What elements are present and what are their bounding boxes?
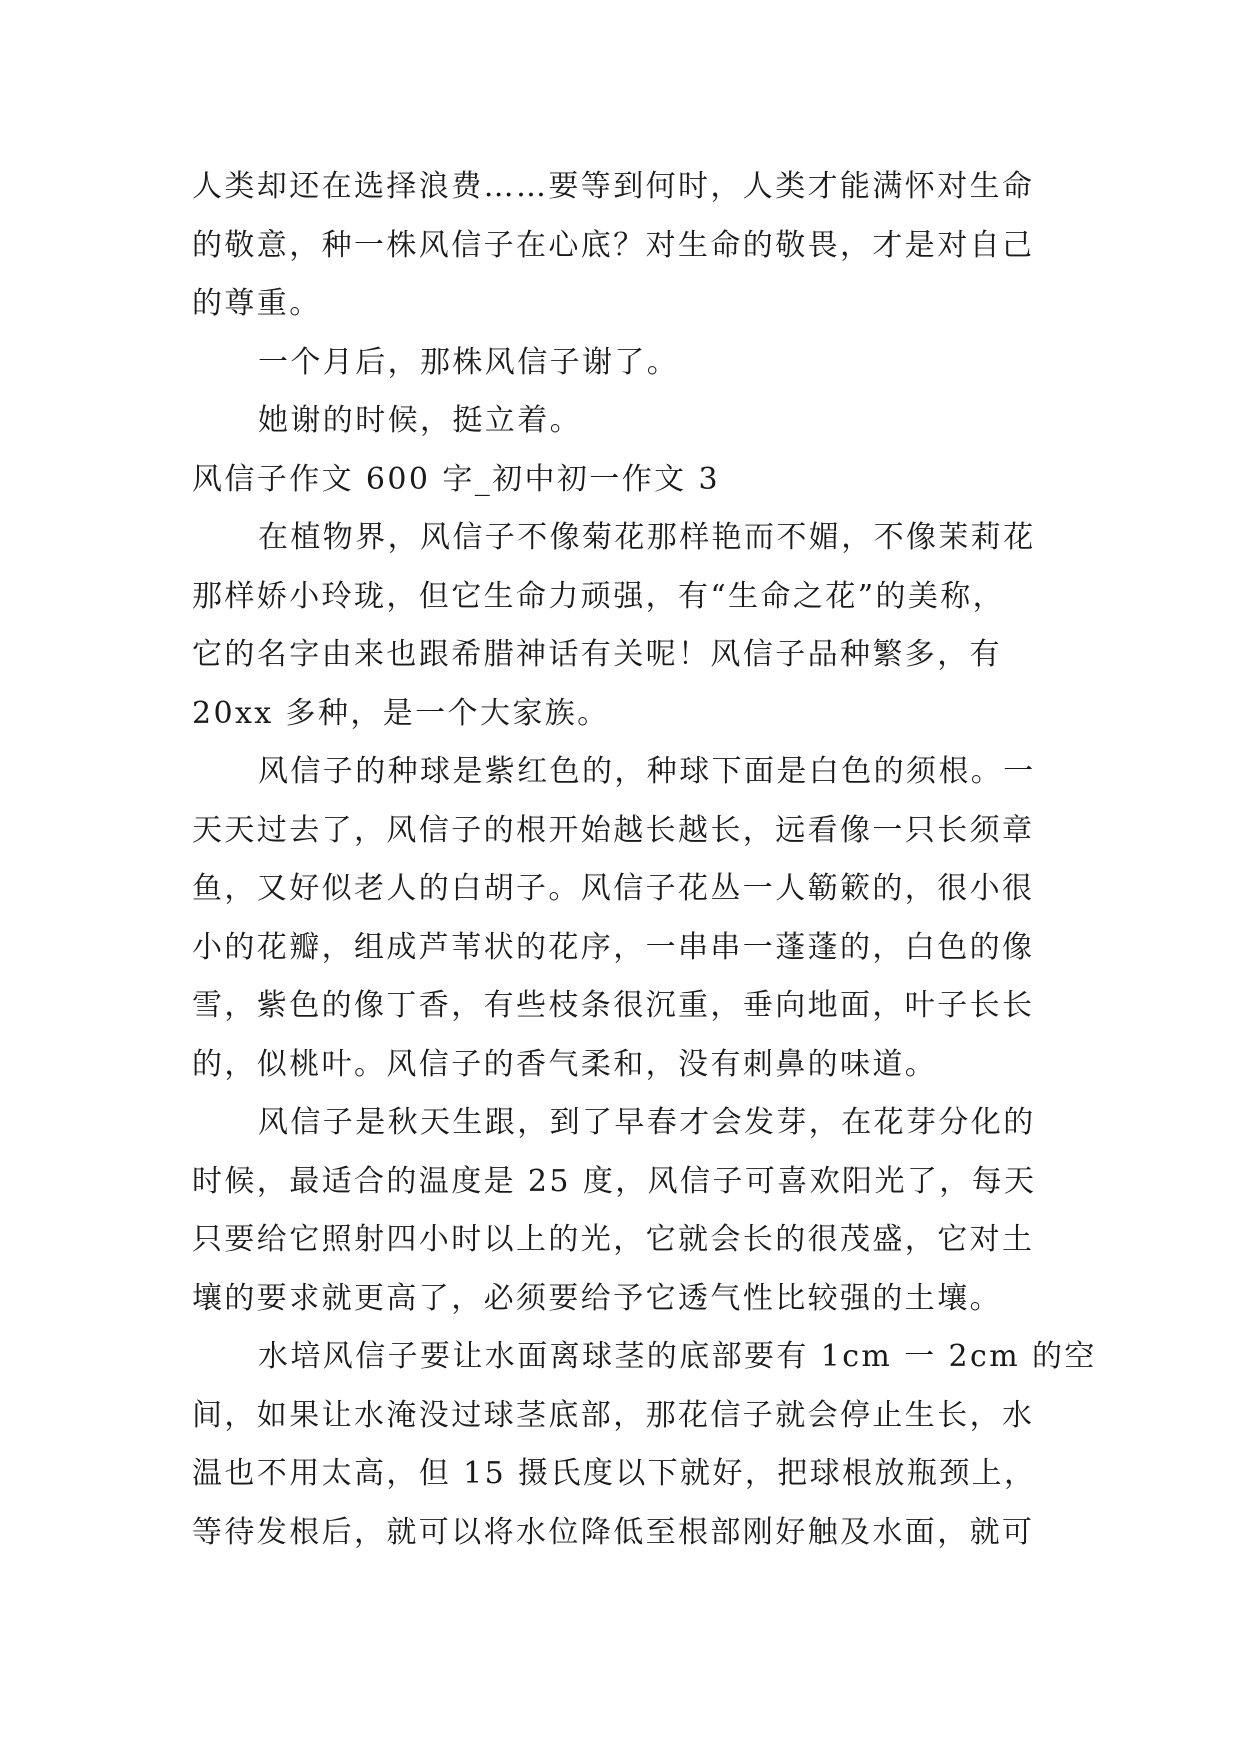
text-line: 的，似桃叶。风信子的香气柔和，没有刺鼻的味道。 <box>192 1046 938 1082</box>
text-line: 天天过去了，风信子的根开始越长越长，远看像一只长须章 <box>192 812 1035 848</box>
text-line: 一个月后，那株风信子谢了。 <box>258 344 680 380</box>
text-line: 人类却还在选择浪费……要等到何时，人类才能满怀对生命 <box>192 169 1035 204</box>
text-line: 那样娇小玲珑，但它生命力顽强，有“生命之花”的美称， <box>192 578 1006 614</box>
text-line: 壤的要求就更高了，必须要给予它透气性比较强的土壤。 <box>192 1280 1002 1316</box>
text-line: 20xx 多种，是一个大家族。 <box>192 695 610 731</box>
text-line: 在植物界，风信子不像菊花那样艳而不媚，不像茉莉花 <box>258 520 1036 555</box>
text-line: 等待发根后，就可以将水位降低至根部刚好触及水面，就可 <box>192 1514 1035 1550</box>
text-line: 它的名字由来也跟希腊神话有关呢！风信子品种繁多，有 <box>192 637 1002 672</box>
text-line: 只要给它照射四小时以上的光，它就会长的很茂盛，它对土 <box>192 1222 1035 1257</box>
text-line: 她谢的时候，挺立着。 <box>258 403 582 438</box>
text-line: 水培风信子要让水面离球茎的底部要有 1cm 一 2cm 的空 <box>258 1339 1097 1374</box>
text-line: 小的花瓣，组成芦苇状的花序，一串串一蓬蓬的，白色的像 <box>192 929 1035 965</box>
text-line: 的尊重。 <box>192 286 322 321</box>
document-body <box>192 158 1097 1562</box>
text-line: 时候，最适合的温度是 25 度，风信子可喜欢阳光了，每天 <box>192 1163 1037 1199</box>
text-line: 的敬意，种一株风信子在心底？对生命的敬畏，才是对自己 <box>192 227 1035 263</box>
text-line: 雪，紫色的像丁香，有些枝条很沉重，垂向地面，叶子长长 <box>192 988 1035 1023</box>
section-heading: 风信子作文 600 字_初中初一作文 3 <box>192 461 720 497</box>
text-line: 鱼，又好似老人的白胡子。风信子花丛一人簕簌的，很小很 <box>192 871 1035 906</box>
text-line: 风信子的种球是紫红色的，种球下面是白色的须根。一 <box>258 754 1036 789</box>
text-line: 间，如果让水淹没过球茎底部，那花信子就会停止生长，水 <box>192 1397 1035 1433</box>
text-line: 风信子是秋天生跟，到了早春才会发芽，在花芽分化的 <box>258 1105 1036 1140</box>
text-line: 温也不用太高，但 15 摄氏度以下就好，把球根放瓶颈上， <box>192 1456 1037 1491</box>
